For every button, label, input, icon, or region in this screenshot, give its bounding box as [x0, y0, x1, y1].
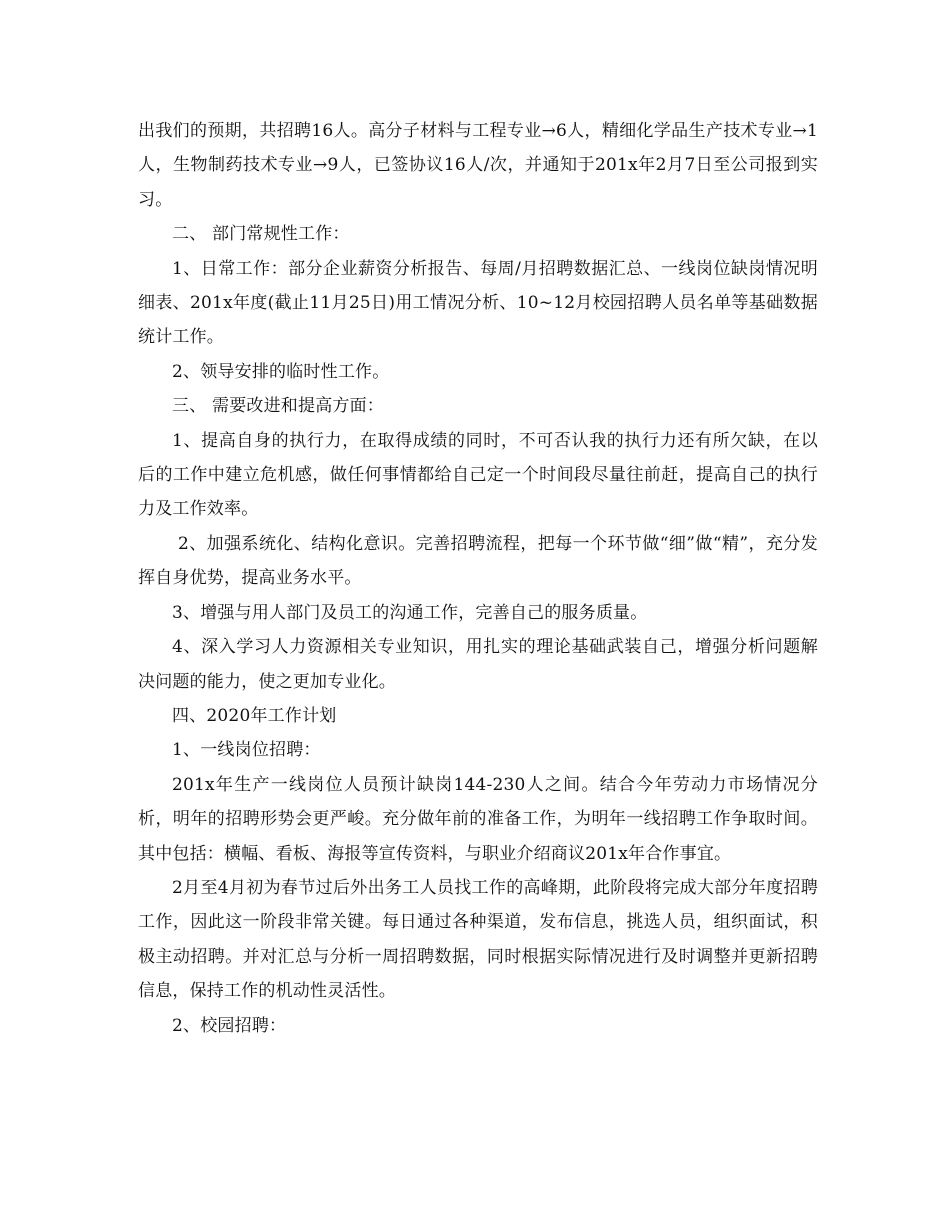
paragraph-peak-period: 2月至4月初为春节过后外出务工人员找工作的高峰期，此阶段将完成大部分年度招聘工作，因此这一阶段非常关键。每日通过各种渠道，发布信息，挑选人员，组织面试，积极主动招聘。并对汇总与分析一周招聘数据，同时根据实际情况进行及时调整并更新招聘信息，保持工作的机动性灵活性。 [138, 877, 818, 1002]
paragraph-temporary-work: 2、领导安排的临时性工作。 [172, 361, 390, 382]
paragraph-frontline-shortage: 201x年生产一线岗位人员预计缺岗144-230人之间。结合今年劳动力市场情况分析，明年的招聘形势会更严峻。充分做年前的准备工作，为明年一线招聘工作争取时间。其中包括：横幅、看板、海报等宣传资料，与职业介绍商议201x年合作事宜。 [138, 774, 818, 864]
heading-improvements: 三、 需要改进和提高方面： [172, 396, 385, 417]
paragraph-communication: 3、增强与用人部门及员工的沟通工作，完善自己的服务质量。 [172, 602, 648, 623]
paragraph-daily-work: 1、日常工作：部分企业薪资分析报告、每周/月招聘数据汇总、一线岗位缺岗情况明细表、201x年度(截止11月25日)用工情况分析、10~12月校园招聘人员名单等基础数据统计工作。 [138, 258, 818, 348]
paragraph-systematization: 2、加强系统化、结构化意识。完善招聘流程，把每一个环节做“细”做“精”，充分发挥自身优势，提高业务水平。 [138, 533, 818, 589]
document-body [138, 114, 818, 1043]
paragraph-learning: 4、深入学习人力资源相关专业知识，用扎实的理论基础武装自己，增强分析问题解决问题的能力，使之更加专业化。 [138, 637, 818, 692]
paragraph-execution: 1、提高自身的执行力，在取得成绩的同时，不可否认我的执行力还有所欠缺，在以后的工作中建立危机感，做任何事情都给自己定一个时间段尽量往前赶，提高自己的执行力及工作效率。 [138, 430, 818, 520]
heading-work-plan: 四、2020年工作计划 [172, 705, 337, 726]
heading-routine-work: 二、 部门常规性工作： [172, 224, 350, 245]
paragraph-continued-recruitment-summary: 出我们的预期，共招聘16人。高分子材料与工程专业→6人，精细化学品生产技术专业→1人，生物制药技术专业→9人，已签协议16人/次，并通知于201x年2月7日至公司报到实习。 [138, 121, 818, 210]
heading-frontline-recruitment: 1、一线岗位招聘： [172, 740, 321, 761]
heading-campus-recruitment: 2、校园招聘： [172, 1015, 287, 1036]
